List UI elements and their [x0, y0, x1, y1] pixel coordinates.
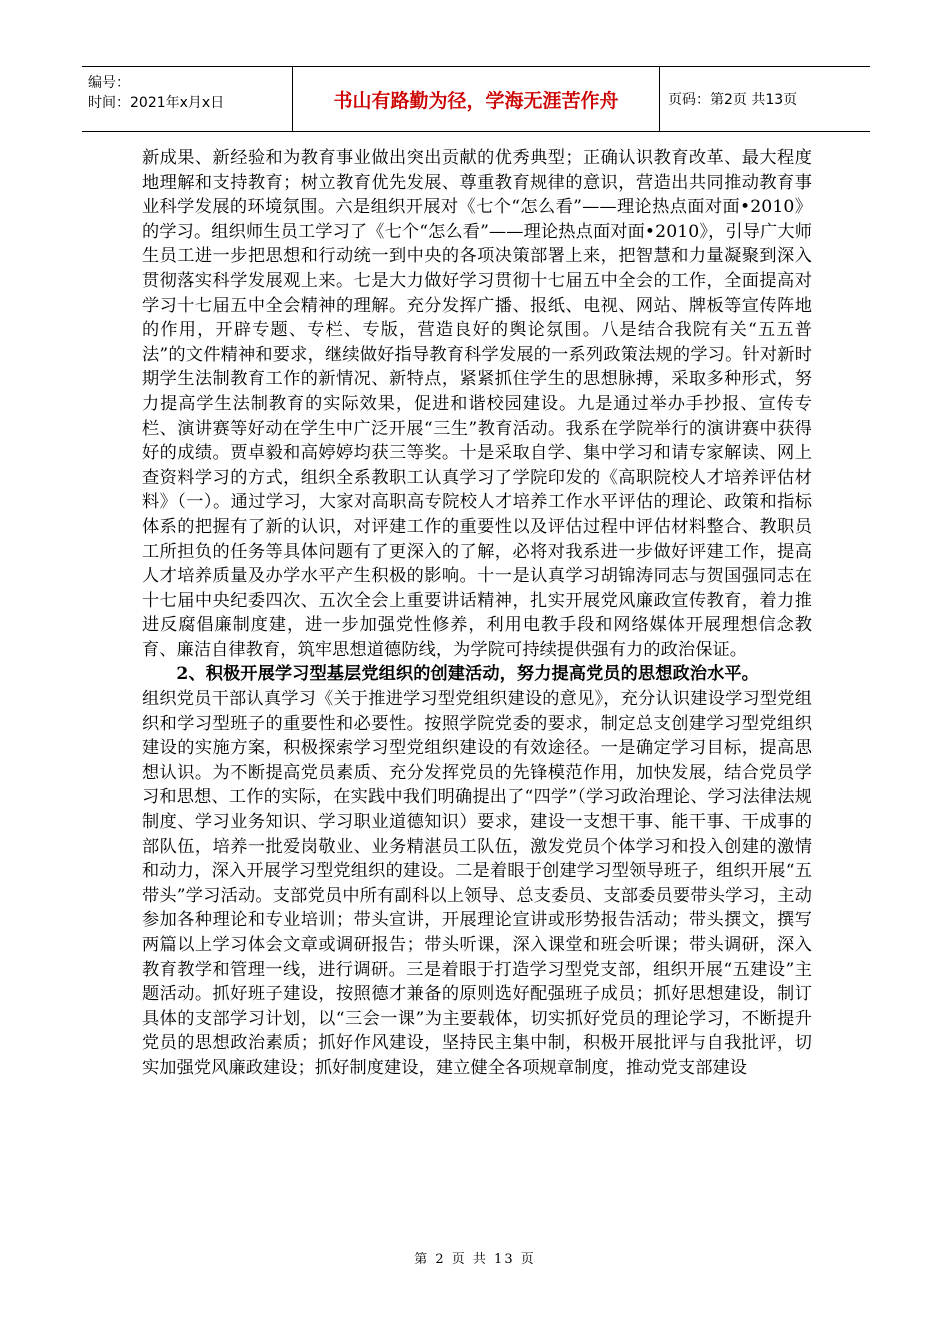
document-time-label: 时间：2021年x月x日	[88, 95, 225, 111]
section-heading-2	[142, 662, 812, 687]
header-meta	[82, 67, 292, 131]
header-motto: 书山有路勤为径，学海无涯苦作舟	[292, 67, 660, 131]
page-footer: 第 2 页 共 13 页	[414, 1252, 536, 1267]
body-paragraph-2: 组织党员干部认真学习《关于推进学习型党组织建设的意见》，充分认识建设学习型党组织和学习型班子的重要性和必要性。按照学院党委的要求，制定总支创建学习型党组织建设的实施方案，积极探索学习型党组织建设的有效途径。一是确定学习目标，提高思想认识。为不断提高党员素质、充分发挥党员的先锋模范作用，加快发展，结合党员学习和思想、工作的实际，在实践中我们明确提出了“四学”（学习政治理论、学习法律法规制度、学习业务知识、学习职业道德知识）要求，建设一支想干事、能干事、干成事的部队伍，培养一批爱岗敬业、业务精湛员工队伍，激发党员个体学习和投入创建的激情和动力，深入开展学习型党组织的建设。二是着眼于创建学习型领导班子，组织开展“五带头”学习活动。支部党员中所有副科以上领导、总支委员、支部委员要带头学习，主动参加各种理论和专业培训；带头宣讲，开展理论宣讲或形势报告活动；带头撰文，撰写两篇以上学习体会文章或调研报告；带头听课，深入课堂和班会听课；带头调研，深入教育教学和管理一线，进行调研。三是着眼于打造学习型党支部，组织开展“五建设”主题活动。抓好班子建设，按照德才兼备的原则选好配强班子成员；抓好思想建设，制订具体的支部学习计划，以“三会一课”为主要载体，切实抓好党员的理论学习，不断提升党员的思想政治素质；抓好作风建设，坚持民主集中制，积极开展批评与自我批评，切实加强党风廉政建设；抓好制度建设，建立健全各项规章制度，推动党支部建设	[142, 689, 812, 1078]
section-heading-2-text: 2、积极开展学习型基层党组织的创建活动，努力提高党员的思想政治水平。	[176, 664, 759, 685]
body-paragraph-1: 新成果、新经验和为教育事业做出突出贡献的优秀典型；正确认识教育改革、最大程度地理解和支持教育；树立教育优先发展、尊重教育规律的意识，营造出共同推动教育事业科学发展的环境氛围。六是组织开展对《七个“怎么看”——理论热点面对面•2010》的学习。组织师生员工学习了《七个“怎么看”——理论热点面对面•2010》，引导广大师生员工进一步把思想和行动统一到中央的各项决策部署上来，把智慧和力量凝聚到深入贯彻落实科学发展观上来。七是大力做好学习贯彻十七届五中全会的工作，全面提高对学习十七届五中全会精神的理解。充分发挥广播、报纸、电视、网站、牌板等宣传阵地的作用，开辟专题、专栏、专版，营造良好的舆论氛围。八是结合我院有关“五五普法”的文件精神和要求，继续做好指导教育科学发展的一系列政策法规的学习。针对新时期学生法制教育工作的新情况、新特点，紧紧抓住学生的思想脉搏，采取多种形式，努力提高学生法制教育的实际效果，促进和谐校园建设。九是通过举办手抄报、宣传专栏、演讲赛等好动在学生中广泛开展“三生”教育活动。我系在学院举行的演讲赛中获得好的成绩。贾卓毅和高婷婷均获三等奖。十是采取自学、集中学习和请专家解读、网上查资料学习的方式，组织全系教职工认真学习了学院印发的《高职院校人才培养评估材料》（一）。通过学习，大家对高职高专院校人才培养工作水平评估的理论、政策和指标体系的把握有了新的认识，对评建工作的重要性以及评估过程中评估材料整合、教职员工所担负的任务等具体问题有了更深入的了解，必将对我系进一步做好评建工作，提高人才培养质量及办学水平产生积极的影响。十一是认真学习胡锦涛同志与贺国强同志在十七届中央纪委四次、五次全会上重要讲话精神，扎实开展党风廉政宣传教育，着力推进反腐倡廉制度建，进一步加强党性修养，利用电教手段和网络媒体开展理想信念教育、廉洁自律教育，筑牢思想道德防线，为学院可持续提供强有力的政治保证。	[142, 148, 812, 660]
document-body	[142, 146, 812, 1081]
page-header	[82, 66, 870, 132]
document-number-label: 编号：	[88, 75, 130, 91]
header-page-info: 页码：第2页 共13页	[668, 92, 798, 108]
